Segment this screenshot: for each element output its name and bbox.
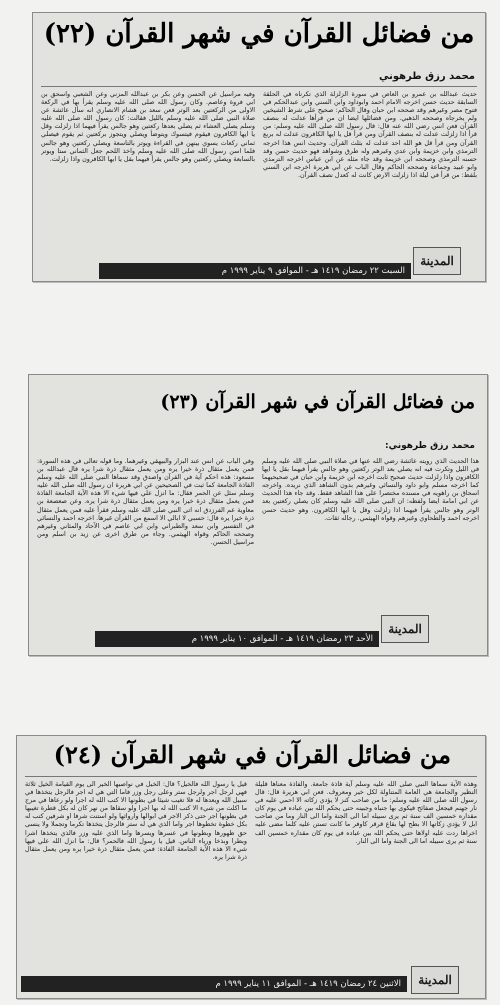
clipping-2-headline	[160, 391, 475, 413]
clipping-2-date-bar	[95, 631, 379, 647]
clipping-3-date-bar	[21, 976, 407, 992]
clipping-3-column-left: قيل يا رسول الله فالخيل؟ قال: الخيل في نواصيها الخير الى يوم القيامة الخيل ثلاثة فهي لرجل اجر ولرجل ستر وعلى رجل وزر فاما التي هي له اجر فالرجل يتخذها في سبيل الله ويعدها له فلا تغيب شيئا في بطونها الا كتب الله له اجرا ولو رعاها في مرج ما اكلت من شيء الا كتب الله له بها اجرا ولو سقاها من نهر كان له بكل قطرة تغيبها في بطونها اجر حتى ذكر الاجر في ابوالها وارواثها ولو استنت شرفا او شرفين كتب له بكل خطوة تخطوها اجر واما الذي هي له ستر فالرجل يتخذها تكرما وتجملا ولا ينسى حق ظهورها وبطونها في عسرها ويسرها واما الذي عليه وزر فالذي يتخذها اشرا وبطرا وبذخا ورياء الناس. قيل يا رسول الله فالحمر؟ قال: ما انزل الله علي فيها شيء الا هذه الآية الجامعة الفاذة: فمن يعمل مثقال ذرة خيرا يره ومن يعمل مثقال ذرة شرا يره.	[25, 780, 247, 861]
clipping-1-author: محمد رزق طرهوني	[378, 71, 475, 82]
clipping-1-number: (٢٢)	[43, 19, 97, 49]
clipping-3-headline-text: من فضائل القرآن في شهر القرآن	[110, 740, 451, 769]
clipping-1-column-right: حديث عبدالله بن عمرو بن العاص في سورة الزلزلة الذي تكرناه في الحلقة السابقة حديث حسن اخرجه الامام احمد وابوداود وابن السني وابن عبدالحكم في فتوح مصر وغيرهم وقد صححه ابن حبان وقال الحاكم: صحيح على شرط الشيخين ولم يخرجاه وصححه الذهبي. ومن فضائلها ايضا ان من قرأها عدلت له بنصف القرآن فعن انس رضي الله عنه قال: قال رسول الله صلى الله عليه وسلم: من قرأ اذا زلزلت عدلت له بنصف القرآن ومن قرأ قل يا ايها الكافرون عدلت له بربع القرآن ومن قرأ قل هو الله احد عدلت له بثلث القرآن. وحديث انس هذا اخرجه الترمذي وابن خزيمة وابن عدي وغيرهم وله طرق وشواهد فهو حديث حسن وقد حسنه الترمذي وصححه ابن خزيمة وقد جاء مثله عن ابن عباس اخرجه الترمذي وابو عبيد وجماعة وصححه الحاكم وقال الباب عن ابي هريرة اخرجه ابن السني بلفظ: من قرأ في ليلة اذا زلزلت الارض كانت له كعدل نصف القرآن.	[263, 90, 477, 179]
clipping-2-column-right: هذا الحديث الذي رويته عائشة رضي الله عنها في صلاة النبي صلى الله عليه وسلم في الليل وتكرت فيه انه يصلي بعد الوتر ركعتين وهو جالس يقرأ فيهما بقل يا ايها الكافرون واذا زلزلت حديث صحيح ثابت اخرجه ابن خزيمة وابن حبان في صحيحيهما كما اخرجه مسلم وابو داود والنسائي وغيرهم بدون الشاهد الذي نريده. واخرجه اسحاق بن راهويه في مسنده مختصرا على هذا الشاهد فقط. وقد جاء هذا الحديث عن ابي امامة ايضا ولفظه: ان النبي صلى الله عليه وسلم كان يصلي ركعتين بعد الوتر وهو جالس يقرأ فيهما اذا زلزلت وقل يا ايها الكافرون. وهو حديث حسن اخرجه احمد والطحاوي وغيرهم وقواه الهيثمي. رجاله ثقات.	[262, 457, 479, 522]
clipping-1	[32, 12, 486, 282]
clipping-3-column-right: وهذه الآية سماها النبي صلى الله عليه وسلم آية فاذة جامعة. والفاذة معناها قليلة النظير والجامعة هي العامة المتناولة لكل خير ومعروف. فعن ابي هريرة قال: قال رسول الله صلى الله عليه وسلم: ما من صاحب كنز لا يؤدي زكاته الا احمي عليه في نار جهنم فيجعل صفائح فيكوى بها جنباه وجبينه حتى يحكم الله بين عباده في يوم كان مقداره خمسين الف سنة ثم يرى سبيله اما الى الجنة واما الى النار وما من صاحب ابل لا يؤدي زكاتها الا بطح لها بقاع قرقر كاوفر ما كانت تستن عليه كلما مضى عليه اخراها ردت عليه اولاها حتى يحكم الله بين عباده في يوم كان مقداره خمسين الف سنة ثم يرى سبيله اما الى الجنة واما الى النار.	[255, 780, 477, 845]
clipping-1-column-left: وفيه مراسيل عن الحسن وعن بكر بن عبدالله المزني وعن الشعبي واسحق بن ابي فروة وعاصم. وكان رسول الله صلى الله عليه وسلم يقرأ بها في الركعة الاولى من الركعتين بعد الوتر فعن سعد بن هشام الانصاري انه سأل عائشة عن صلاة النبي صلى الله عليه وسلم بالليل فقالت: كان رسول الله صلى الله عليه وسلم يصلي العشاء ثم يصلي بعدها ركعتين وهو جالس يقرأ فيهما اذا زلزلت وقل يا ايها الكافرون فيقوم فيتسوك ويتوضأ ويصلي ويتجوز بركعتين ثم يقوم فيصلي ثماني ركعات يسوي بينهن في القراءة ويوتر بالتاسعة ويصلي ركعتين وهو جالس فلما اسن رسول الله صلى الله عليه وسلم واخذ اللحم جعل الثماني ستا ويوتر بالسابعة ويصلي ركعتين وهو جالس يقرأ فيهما بقل يا ايها الكافرون واذا زلزلت.	[41, 90, 255, 163]
clipping-1-body	[41, 90, 477, 246]
clipping-2-number: (٢٣)	[160, 391, 199, 413]
clipping-2-column-left: وفي الباب عن انس عند البزار والبيهقي وغيرهما. وما قوله تعالى في هذه السورة: فمن يعمل مثقال ذرة خيرا يره ومن يعمل مثقال ذرة شرا يره قال عبدالله بن مسعود: هذه احكم آية في القرآن واصدق وقد سماها النبي صلى الله عليه وسلم الفاذة الجامعة كما ثبت في الصحيحين عن ابي هريرة ان رسول الله صلى الله عليه وسلم سئل عن الحمر فقال: ما انزل علي فيها شيء الا هذه الآية الجامعة الفاذة فمن يعمل مثقال ذرة خيرا يره ومن يعمل مثقال ذرة شرا يره. وعن صعصعة بن معاوية عم الفرزدق انه اتى النبي صلى الله عليه وسلم فقرأ عليه فمن يعمل مثقال ذرة خيرا يره قال: حسبي لا ابالي الا اسمع من القرآن غيرها. اخرجه احمد والنسائي في التفسير وابن سعد والطبراني وابن ابي عاصم في الآحاد والمثاني وغيرهم وصححه الحاكم وقواه الهيثمي. وجاء من طرق اخرى عن زيد بن اسلم ومن مراسيل الحسن.	[37, 457, 254, 546]
clipping-1-date: السبت ٢٢ رمضان ١٤١٩ هـ - الموافق ٩ يناير ١٩٩٩ م	[221, 266, 405, 276]
clipping-3-headline	[53, 740, 451, 769]
clipping-2-body	[37, 457, 479, 625]
clipping-3-newspaper-logo: المدينة	[411, 966, 459, 994]
clipping-3-date: الاثنين ٢٤ رمضان ١٤١٩ هـ - الموافق ١١ يناير ١٩٩٩ م	[215, 979, 401, 989]
clipping-1-date-bar	[99, 263, 411, 279]
clipping-1-headline	[43, 19, 475, 49]
clipping-1-divider	[41, 86, 477, 87]
clipping-3	[16, 735, 486, 999]
clipping-1-newspaper-logo: المدينة	[413, 247, 461, 275]
clipping-3-body	[25, 780, 477, 968]
clipping-3-divider	[25, 776, 477, 777]
clipping-2-headline-text: من فضائل القرآن في شهر القرآن	[205, 391, 475, 413]
clipping-3-number: (٢٤)	[53, 740, 103, 769]
clipping-2-newspaper-logo: المدينة	[381, 615, 429, 643]
clipping-2-date: الأحد ٢٣ رمضان ١٤١٩ هـ - الموافق ١٠ يناير ١٩٩٩ م	[191, 634, 373, 644]
clipping-1-headline-text: من فضائل القرآن في شهر القرآن	[105, 19, 475, 49]
clipping-2-author: محمد رزق طرهوني:	[384, 441, 475, 451]
clipping-2	[28, 374, 488, 656]
